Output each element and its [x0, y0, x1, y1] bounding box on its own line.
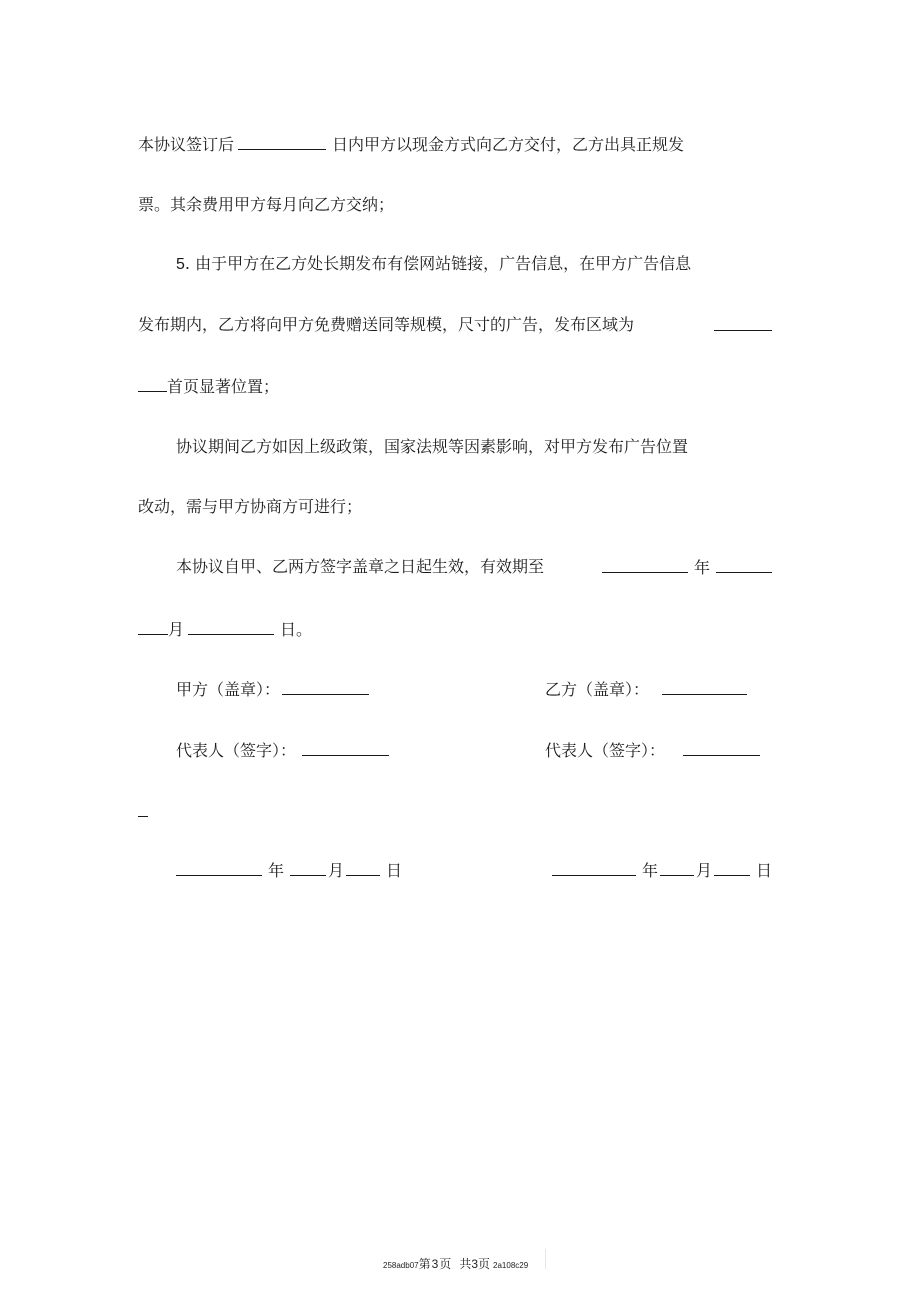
footer-page-suffix: 页: [439, 1257, 452, 1271]
paragraph-line-5: [138, 376, 279, 397]
text-payment-terms: 日内甲方以现金方式向乙方交付，乙方出具正规发: [332, 135, 685, 154]
text-negotiation: 改动，需与甲方协商方可进行；: [138, 497, 363, 516]
paragraph-line-2: [138, 195, 394, 215]
party-b-seal-line: [545, 679, 747, 700]
text-month: 月: [168, 620, 185, 639]
party-b-year-label: 年: [642, 861, 659, 880]
footer-page-prefix: 第: [418, 1257, 431, 1271]
party-a-seal-label: 甲方（盖章）：: [176, 680, 281, 699]
party-b-month-field: [660, 860, 694, 876]
text-homepage-position: 首页显著位置；: [167, 377, 280, 396]
party-a-rep-label: 代表人（签字）：: [176, 741, 297, 760]
party-a-date-line: [176, 860, 402, 881]
party-b-rep-field-continued: [138, 801, 148, 817]
party-b-rep-label: 代表人（签字）：: [545, 741, 666, 760]
paragraph-line-6: [176, 437, 688, 457]
effective-year-group: [602, 557, 772, 578]
text-policy-changes: 协议期间乙方如因上级政策，国家法规等因素影响，对甲方发布广告位置: [176, 437, 689, 456]
text-remaining-fees: 票。其余费用甲方每月向乙方交纳；: [138, 195, 395, 214]
page-footer: [383, 1255, 528, 1272]
blank-days-field: [238, 134, 326, 150]
party-a-rep-line: [176, 740, 389, 761]
party-b-rep-line: [545, 740, 760, 761]
party-b-date-line: [552, 860, 772, 881]
text-effective-date: 本协议自甲、乙两方签字盖章之日起生效，有效期至: [176, 557, 545, 576]
party-a-year-label: 年: [268, 861, 285, 880]
footer-divider: [545, 1249, 546, 1269]
footer-total-number: 3: [471, 1257, 479, 1271]
blank-area-underline: [714, 315, 772, 331]
footer-code-right: 2a108c29: [493, 1261, 529, 1270]
blank-area-field-2: [138, 376, 167, 392]
party-b-month-label: 月: [696, 861, 713, 880]
blank-area-field-1: [714, 315, 772, 336]
footer-page-number: 3: [431, 1257, 439, 1271]
footer-code-left: 258adb07: [383, 1261, 419, 1270]
blank-day-field: [188, 619, 274, 635]
text-clause-5: . 由于甲方在乙方处长期发布有偿网站链接，广告信息，在甲方广告信息: [184, 254, 692, 273]
blank-year-field: [602, 557, 688, 573]
party-b-seal-field: [662, 679, 747, 695]
party-b-day-label: 日: [756, 861, 773, 880]
paragraph-line-4: [138, 315, 634, 335]
party-a-day-label: 日: [386, 861, 403, 880]
blank-month-field-a: [716, 557, 772, 573]
paragraph-line-9: [138, 619, 312, 640]
party-a-month-label: 月: [328, 861, 345, 880]
paragraph-line-8: [176, 557, 544, 577]
footer-total-suffix: 页: [478, 1257, 491, 1271]
text-year: 年: [694, 558, 711, 577]
party-b-year-field: [552, 860, 636, 876]
party-b-rep-overflow: [138, 801, 148, 822]
party-a-year-field: [176, 860, 262, 876]
paragraph-line-1: [138, 134, 684, 155]
party-b-seal-label: 乙方（盖章）：: [545, 680, 650, 699]
blank-month-field-b: [138, 619, 168, 635]
party-a-seal-field: [282, 679, 369, 695]
paragraph-line-7: [138, 497, 362, 517]
party-a-day-field: [346, 860, 380, 876]
footer-total-prefix: 共: [459, 1257, 472, 1271]
text-free-ad-area: 发布期内，乙方将向甲方免费赠送同等规模，尺寸的广告，发布区域为: [138, 315, 635, 334]
text-agreement-signed: 本协议签订后: [138, 135, 235, 154]
party-a-rep-field: [302, 740, 389, 756]
party-a-seal-line: [176, 679, 369, 700]
party-a-month-field: [290, 860, 326, 876]
party-b-rep-field: [683, 740, 760, 756]
clause-number: 5: [176, 256, 185, 273]
paragraph-line-3: [176, 254, 691, 275]
text-day: 日。: [280, 620, 313, 639]
party-b-day-field: [714, 860, 750, 876]
